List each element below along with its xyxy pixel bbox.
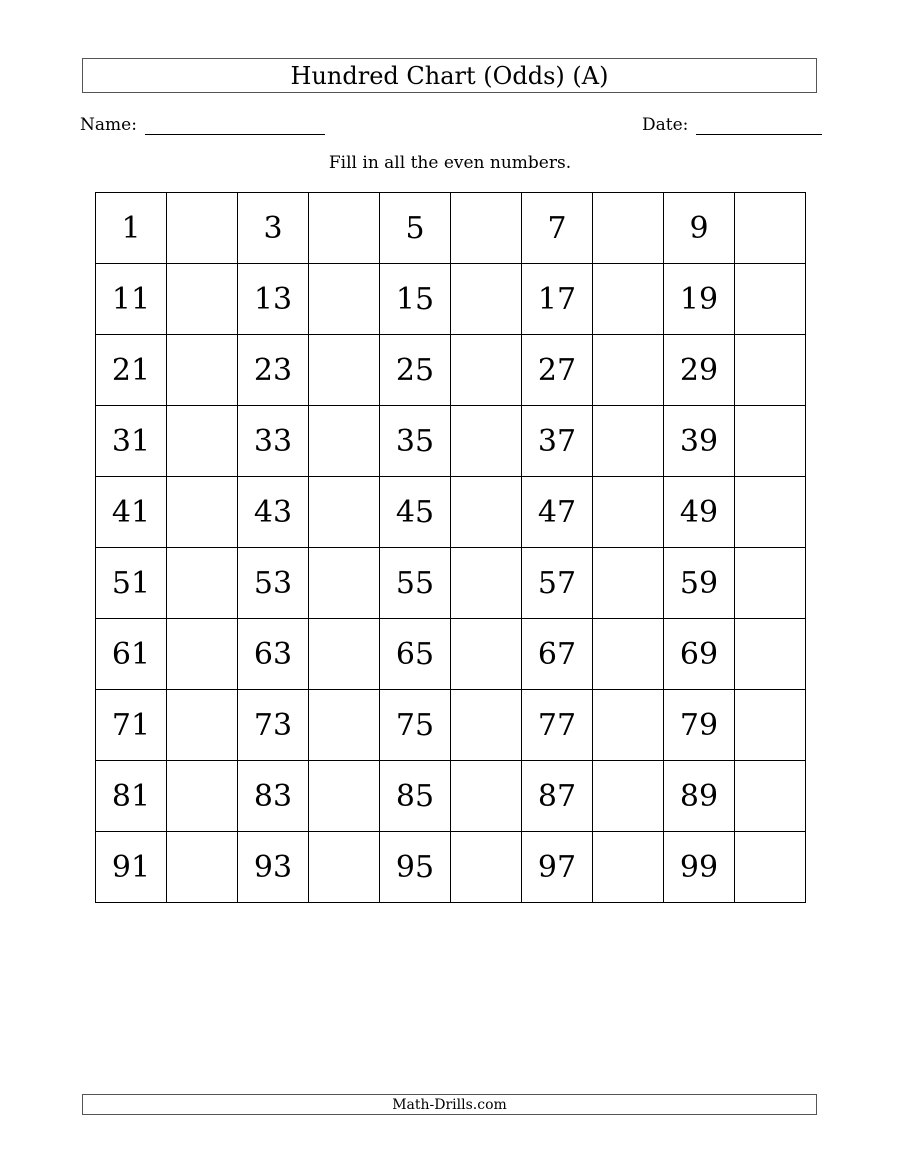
date-field [642,112,822,135]
blank-cell[interactable] [593,690,664,761]
blank-cell[interactable] [309,406,380,477]
blank-cell[interactable] [309,548,380,619]
number-cell: 73 [238,690,309,761]
number-cell: 9 [664,193,735,264]
number-cell: 5 [380,193,451,264]
blank-cell[interactable] [309,690,380,761]
blank-cell[interactable] [167,477,238,548]
number-cell: 61 [96,619,167,690]
blank-cell[interactable] [451,264,522,335]
number-cell: 1 [96,193,167,264]
number-cell: 57 [522,548,593,619]
number-cell: 63 [238,619,309,690]
number-cell: 55 [380,548,451,619]
number-cell: 7 [522,193,593,264]
blank-cell[interactable] [451,335,522,406]
blank-cell[interactable] [593,406,664,477]
number-cell: 99 [664,832,735,903]
blank-cell[interactable] [309,335,380,406]
blank-cell[interactable] [309,193,380,264]
blank-cell[interactable] [451,690,522,761]
number-cell: 41 [96,477,167,548]
number-cell: 27 [522,335,593,406]
number-cell: 49 [664,477,735,548]
number-cell: 33 [238,406,309,477]
blank-cell[interactable] [451,832,522,903]
number-cell: 13 [238,264,309,335]
blank-cell[interactable] [309,761,380,832]
blank-cell[interactable] [593,335,664,406]
number-cell: 71 [96,690,167,761]
blank-cell[interactable] [451,548,522,619]
title-text: Hundred Chart (Odds) (A) [290,61,609,90]
number-cell: 85 [380,761,451,832]
blank-cell[interactable] [167,264,238,335]
blank-cell[interactable] [735,335,806,406]
hundred-chart-grid [95,192,806,903]
footer-text: Math-Drills.com [392,1096,507,1113]
blank-cell[interactable] [593,193,664,264]
blank-cell[interactable] [735,477,806,548]
number-cell: 95 [380,832,451,903]
number-cell: 77 [522,690,593,761]
worksheet-title [82,58,817,93]
number-cell: 93 [238,832,309,903]
blank-cell[interactable] [167,335,238,406]
number-cell: 65 [380,619,451,690]
number-cell: 11 [96,264,167,335]
instructions: Fill in all the even numbers. [328,153,572,173]
number-cell: 47 [522,477,593,548]
number-cell: 35 [380,406,451,477]
number-cell: 29 [664,335,735,406]
blank-cell[interactable] [309,619,380,690]
blank-cell[interactable] [309,832,380,903]
blank-cell[interactable] [451,406,522,477]
number-cell: 91 [96,832,167,903]
date-label: Date: [642,115,689,135]
number-cell: 43 [238,477,309,548]
blank-cell[interactable] [735,832,806,903]
number-cell: 83 [238,761,309,832]
number-cell: 19 [664,264,735,335]
blank-cell[interactable] [167,193,238,264]
number-cell: 53 [238,548,309,619]
footer [82,1094,817,1115]
number-cell: 69 [664,619,735,690]
blank-cell[interactable] [309,264,380,335]
blank-cell[interactable] [593,548,664,619]
name-label: Name: [80,115,137,135]
number-cell: 3 [238,193,309,264]
number-cell: 37 [522,406,593,477]
number-cell: 25 [380,335,451,406]
number-cell: 97 [522,832,593,903]
number-cell: 39 [664,406,735,477]
number-cell: 51 [96,548,167,619]
blank-cell[interactable] [593,761,664,832]
blank-cell[interactable] [593,832,664,903]
blank-cell[interactable] [735,264,806,335]
blank-cell[interactable] [451,619,522,690]
blank-cell[interactable] [167,406,238,477]
number-cell: 15 [380,264,451,335]
blank-cell[interactable] [735,548,806,619]
blank-cell[interactable] [309,477,380,548]
number-cell: 89 [664,761,735,832]
date-blank-line[interactable] [696,112,822,135]
number-cell: 79 [664,690,735,761]
number-cell: 23 [238,335,309,406]
blank-cell[interactable] [735,406,806,477]
blank-cell[interactable] [735,761,806,832]
blank-cell[interactable] [593,477,664,548]
number-cell: 75 [380,690,451,761]
blank-cell[interactable] [593,264,664,335]
number-cell: 21 [96,335,167,406]
blank-cell[interactable] [167,690,238,761]
number-cell: 31 [96,406,167,477]
number-cell: 81 [96,761,167,832]
name-field [80,112,325,135]
blank-cell[interactable] [593,619,664,690]
blank-cell[interactable] [451,761,522,832]
blank-cell[interactable] [167,761,238,832]
number-cell: 87 [522,761,593,832]
name-blank-line[interactable] [145,112,325,135]
blank-cell[interactable] [735,619,806,690]
blank-cell[interactable] [451,193,522,264]
blank-cell[interactable] [451,477,522,548]
number-cell: 67 [522,619,593,690]
number-cell: 45 [380,477,451,548]
blank-cell[interactable] [167,548,238,619]
blank-cell[interactable] [735,690,806,761]
number-cell: 59 [664,548,735,619]
blank-cell[interactable] [167,832,238,903]
blank-cell[interactable] [735,193,806,264]
blank-cell[interactable] [167,619,238,690]
number-cell: 17 [522,264,593,335]
